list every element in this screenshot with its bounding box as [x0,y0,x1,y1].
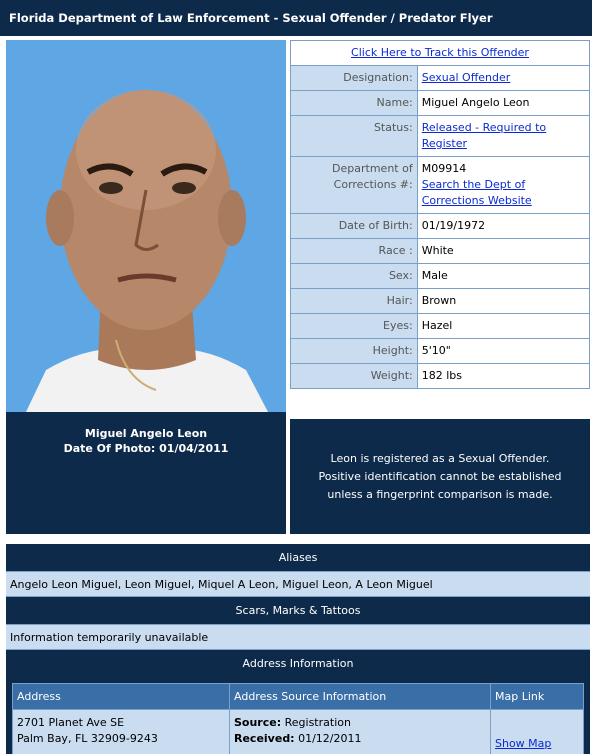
sex-value: Male [417,264,589,289]
dob-row [291,214,590,239]
track-offender-link[interactable]: Click Here to Track this Offender [351,46,529,59]
hair-label: Hair: [291,289,418,314]
height-value: 5'10" [417,339,589,364]
show-map-link[interactable]: Show Map [495,737,551,750]
address-table [12,683,584,754]
page-title: Florida Department of Law Enforcement - Sexual Offender / Predator Flyer [9,11,493,25]
aliases-value: Angelo Leon Miguel, Leon Miguel, Miquel A Leon, Miguel Leon, A Leon Miguel [6,571,590,597]
address-city: Palm Bay, FL 32909-9243 [17,731,225,747]
eyes-value: Hazel [417,314,589,339]
race-row [291,239,590,264]
scars-value: Information temporarily unavailable [6,624,590,650]
eyes-row [291,314,590,339]
address-street: 2701 Planet Ave SE [17,715,225,731]
sex-row [291,264,590,289]
track-row [291,41,590,66]
race-label: Race : [291,239,418,264]
address-header-row [13,684,584,710]
map-col-header: Map Link [491,684,584,710]
eyes-label: Eyes: [291,314,418,339]
status-label: Status: [291,116,418,157]
received-label: Received: [234,732,295,745]
height-label: Height: [291,339,418,364]
page-header [0,0,592,36]
status-link[interactable]: Released - Required to Register [422,121,546,150]
designation-row [291,66,590,91]
name-label: Name: [291,91,418,116]
notice-line-2: Positive identification cannot be established unless a fingerprint comparison is made. [300,468,580,504]
hair-value: Brown [417,289,589,314]
weight-label: Weight: [291,364,418,389]
status-row [291,116,590,157]
race-value: White [417,239,589,264]
weight-value: 182 lbs [417,364,589,389]
designation-label: Designation: [291,66,418,91]
designation-link[interactable]: Sexual Offender [422,71,511,84]
source-label: Source: [234,716,281,729]
doc-row [291,157,590,214]
offender-name: Miguel Angelo Leon [6,426,286,441]
address-heading: Address Information [6,650,590,677]
height-row [291,339,590,364]
aliases-heading: Aliases [6,544,590,571]
details-panel [6,544,590,754]
address-col-header: Address [13,684,230,710]
offender-photo [6,40,286,412]
received-value: 01/12/2011 [298,732,361,745]
identification-notice [290,419,590,534]
scars-heading: Scars, Marks & Tattoos [6,597,590,624]
hair-row [291,289,590,314]
dob-label: Date of Birth: [291,214,418,239]
name-value: Miguel Angelo Leon [417,91,589,116]
source-col-header: Address Source Information [230,684,491,710]
doc-label: Department of Corrections #: [291,157,418,214]
offender-info-table [290,40,590,389]
table-row [13,710,584,754]
source-value: Registration [285,716,351,729]
notice-line-1: Leon is registered as a Sexual Offender. [300,450,580,468]
sex-label: Sex: [291,264,418,289]
doc-search-link[interactable]: Search the Dept of Corrections Website [422,178,532,207]
name-row [291,91,590,116]
weight-row [291,364,590,389]
dob-value: 01/19/1972 [417,214,589,239]
photo-caption [6,412,286,534]
doc-number: M09914 [422,161,585,177]
photo-date: Date Of Photo: 01/04/2011 [6,441,286,456]
